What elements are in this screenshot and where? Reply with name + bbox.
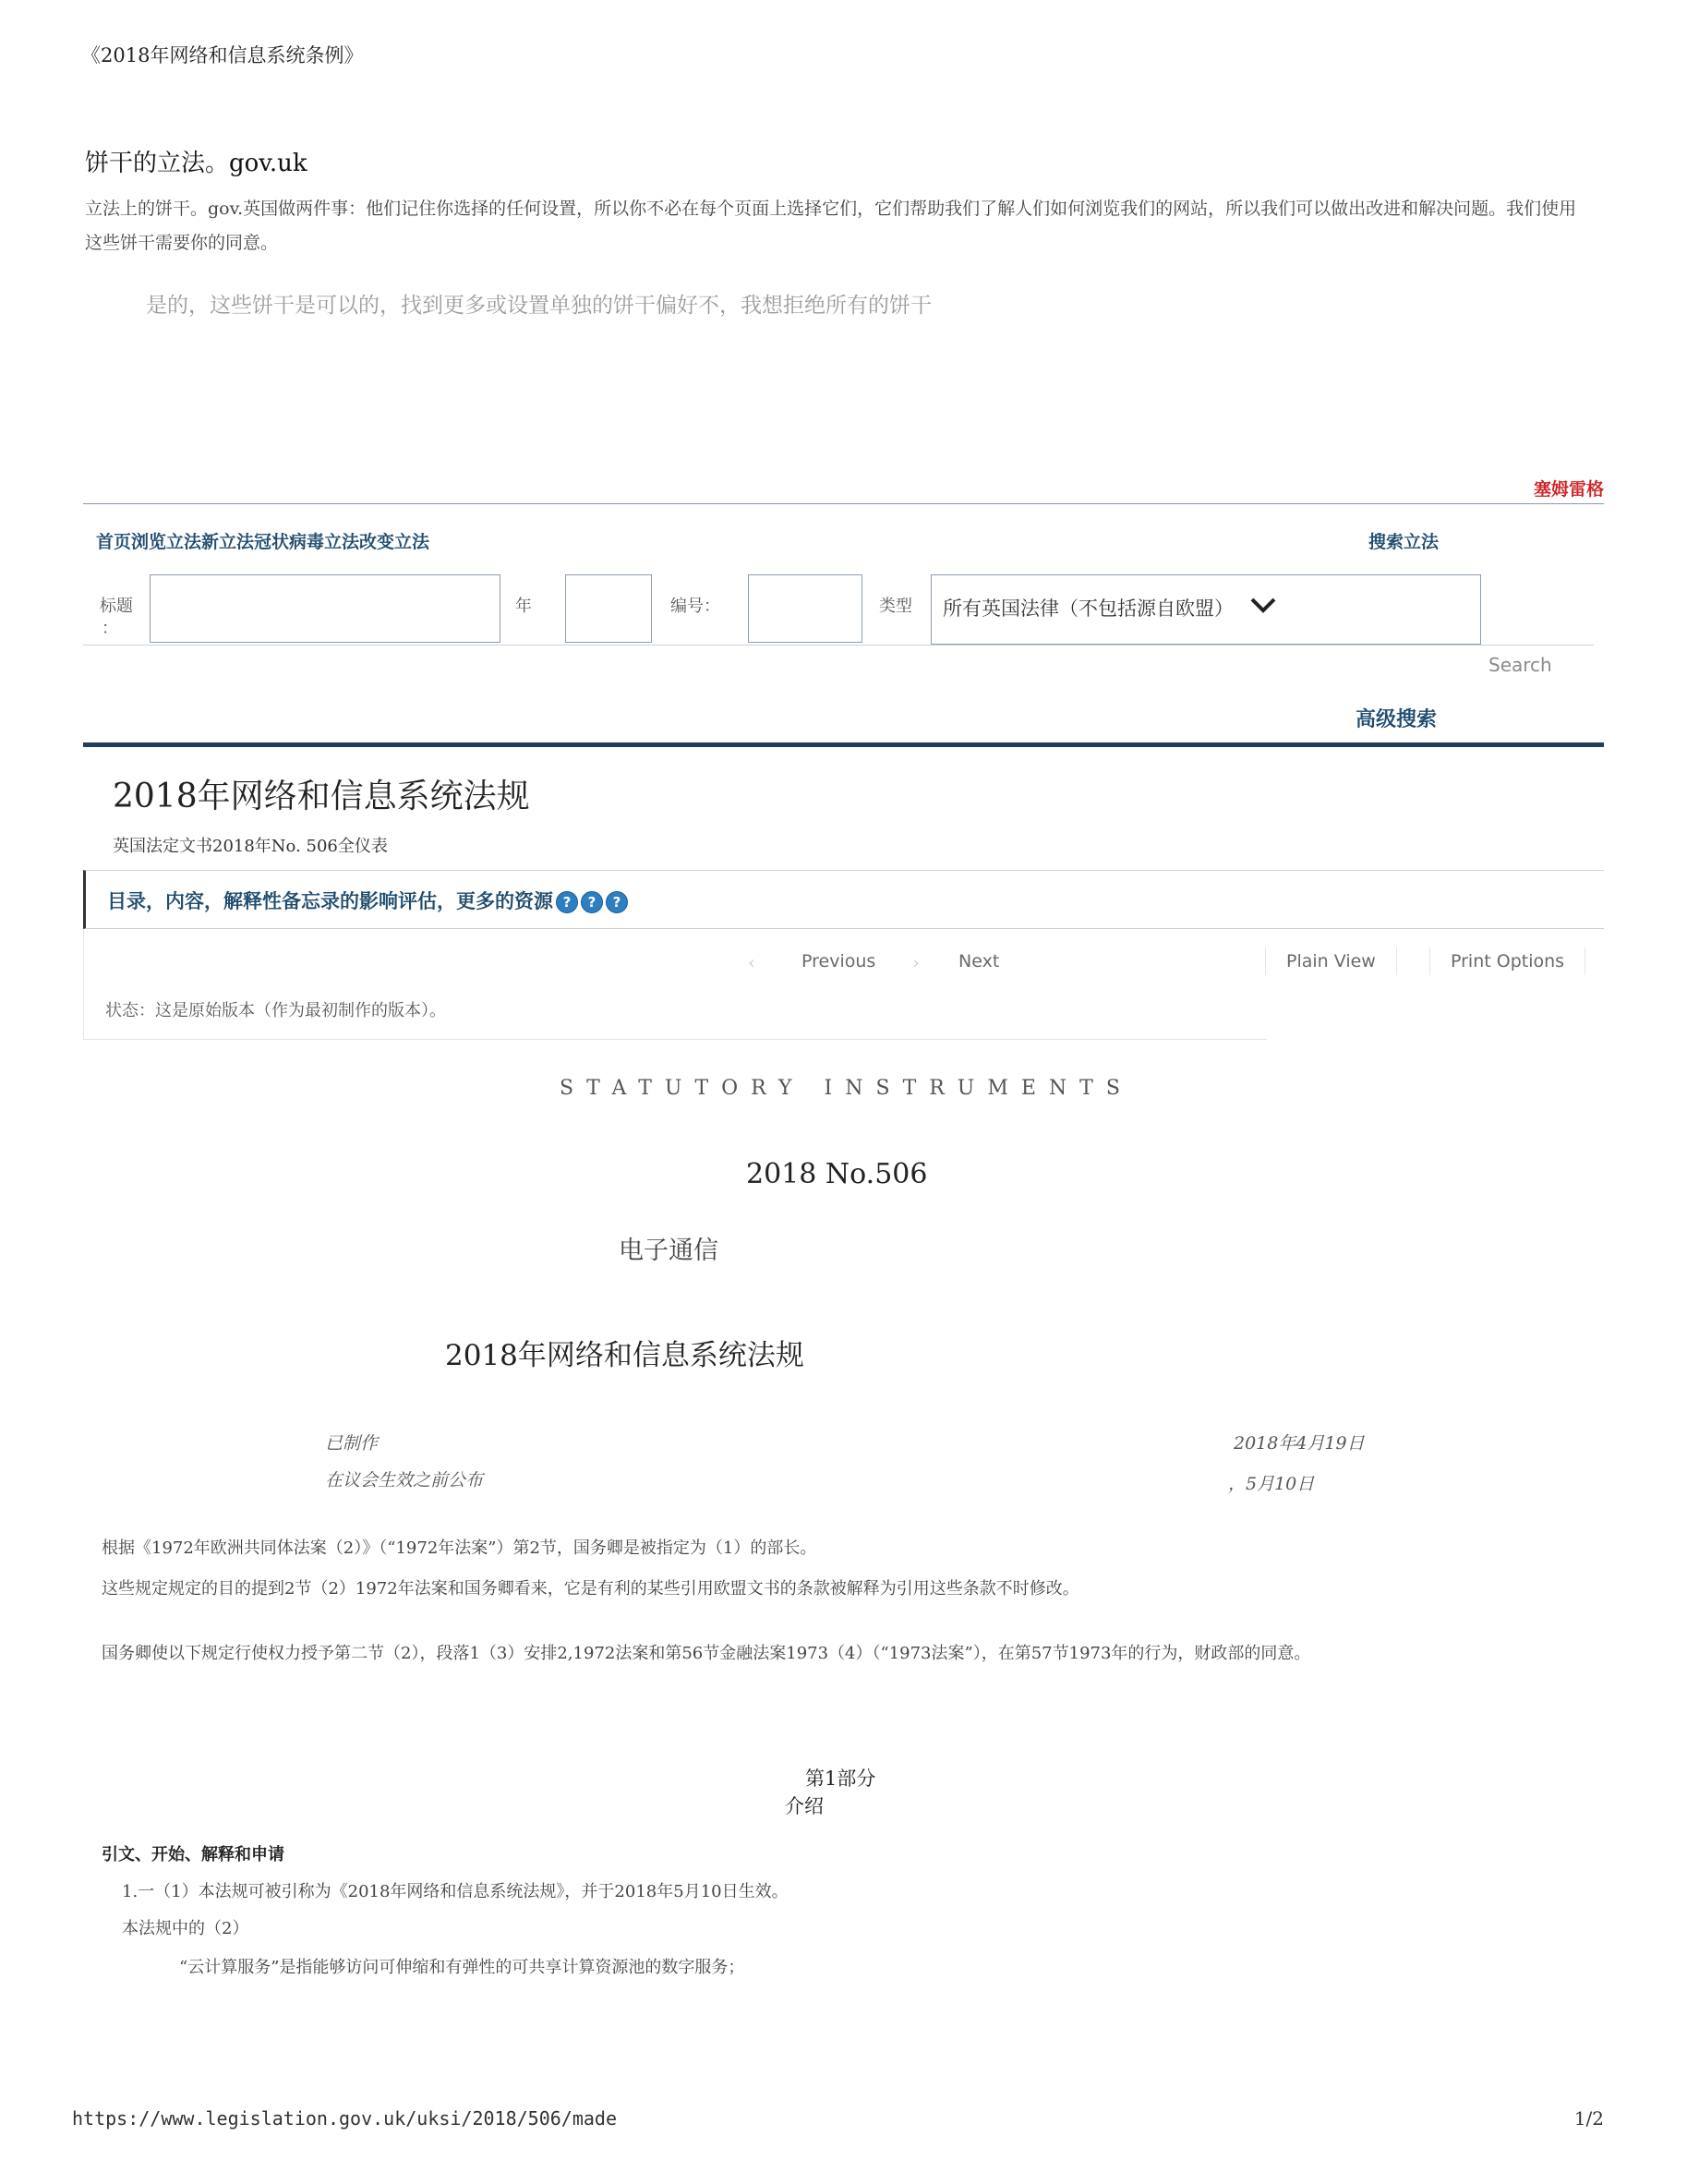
print-options-button[interactable]: Print Options	[1429, 947, 1585, 975]
advanced-search-link[interactable]: 高级搜索	[1356, 708, 1438, 731]
plain-view-button[interactable]: Plain View	[1265, 947, 1397, 975]
cookie-banner-title: 饼干的立法。gov.uk	[85, 150, 307, 177]
legislation-tabs	[107, 887, 628, 914]
next-arrow-icon: ›	[912, 951, 920, 973]
instrument-title: 2018年网络和信息系统法规	[445, 1339, 804, 1372]
section-heading: 引文、开始、解释和申请	[102, 1845, 284, 1864]
number-input[interactable]	[748, 574, 862, 643]
made-date: 2018年4月19日	[1234, 1433, 1365, 1454]
main-navigation[interactable]: 首页浏览立法新立法冠状病毒立法改变立法	[96, 532, 430, 552]
laid-label: 在议会生效之前公布	[325, 1470, 484, 1490]
part-number: 第1部分	[805, 1768, 876, 1790]
help-icon[interactable]: ?	[606, 891, 628, 913]
type-field-label: 类型	[879, 597, 912, 616]
definition-text: “云计算服务”是指能够访问可伸缩和有弹性的可共享计算资源池的数字服务；	[179, 1958, 745, 1977]
instrument-category: 电子通信	[619, 1237, 718, 1265]
regulation-text: 1.一（1）本法规可被引称为《2018年网络和信息系统法规》，并于2018年5月10日生效。	[122, 1882, 789, 1901]
page-indicator: 1/2	[1573, 2107, 1604, 2130]
laid-date: ，5月10日	[1228, 1474, 1315, 1494]
type-select-value: 所有英国法律（不包括源自欧盟）	[943, 597, 1234, 620]
preamble-paragraph: 根据《1972年欧洲共同体法案（2）》（“1972年法案”）第2节，国务卿是被指定为（1）的部长。	[102, 1538, 817, 1558]
version-status: 状态：这是原始版本（作为最初制作的版本）。	[105, 1001, 446, 1020]
header-divider	[83, 503, 1604, 504]
chevron-down-icon	[1249, 596, 1277, 614]
preamble-paragraph: 国务卿使以下规定行使权力授予第二节（2），段落1（3）安排2,1972法案和第56节金融法案1973（4）（“1973法案”），在第57节1973年的行为，财政部的同意。	[102, 1644, 1311, 1663]
help-icon[interactable]: ?	[581, 891, 603, 913]
title-field-label-colon: ：	[102, 619, 118, 638]
footer-url: https://www.legislation.gov.uk/uksi/2018/506/made	[72, 2107, 618, 2130]
title-field-label: 标题	[100, 597, 133, 616]
year-input[interactable]	[565, 574, 652, 643]
document-print-title: 《2018年网络和信息系统条例》	[81, 44, 364, 66]
year-field-label: 年	[515, 597, 532, 616]
previous-button[interactable]: Previous	[801, 951, 876, 971]
page-subtitle: 英国法定文书2018年No. 506全仪表	[113, 837, 388, 856]
search-form-divider	[83, 645, 1594, 646]
number-field-label: 编号：	[670, 597, 720, 616]
preamble-paragraph: 这些规定规定的目的提到2节（2）1972年法案和国务卿看来，它是有利的某些引用欧盟文书的条款被解释为引用这些条款不时修改。	[102, 1579, 1079, 1599]
instrument-heading: STATUTORY INSTRUMENTS	[560, 1077, 1133, 1100]
search-button[interactable]: Search	[1488, 654, 1552, 676]
previous-arrow-icon: ‹	[748, 951, 755, 973]
part-name: 介绍	[785, 1795, 824, 1817]
help-icon[interactable]: ?	[556, 891, 578, 913]
instrument-number: 2018 No.506	[746, 1158, 928, 1190]
type-select[interactable]	[931, 574, 1481, 645]
search-legislation-heading: 搜索立法	[1368, 532, 1440, 552]
pager-panel	[83, 929, 1267, 1040]
legislation-tab-links[interactable]: 目录，内容，解释性备忘录的影响评估，更多的资源	[107, 890, 553, 912]
content-divider	[83, 742, 1604, 747]
made-label: 已制作	[325, 1433, 379, 1454]
next-button[interactable]: Next	[958, 951, 1000, 971]
cookie-banner-text: 立法上的饼干。gov.英国做两件事：他们记住你选择的任何设置，所以你不必在每个页面上选择它们，它们帮助我们了解人们如何浏览我们的网站，所以我们可以做出改进和解决问题。我们使用这些饼干需要你的同意。	[85, 199, 1577, 253]
cookie-options-links[interactable]: 是的，这些饼干是可以的，找到更多或设置单独的饼干偏好不，我想拒绝所有的饼干	[146, 294, 932, 318]
regulation-text: 本法规中的（2）	[122, 1919, 249, 1938]
page-title: 2018年网络和信息系统法规	[113, 778, 530, 815]
brand-link[interactable]: 塞姆雷格	[1533, 479, 1604, 500]
title-input[interactable]	[150, 574, 500, 643]
